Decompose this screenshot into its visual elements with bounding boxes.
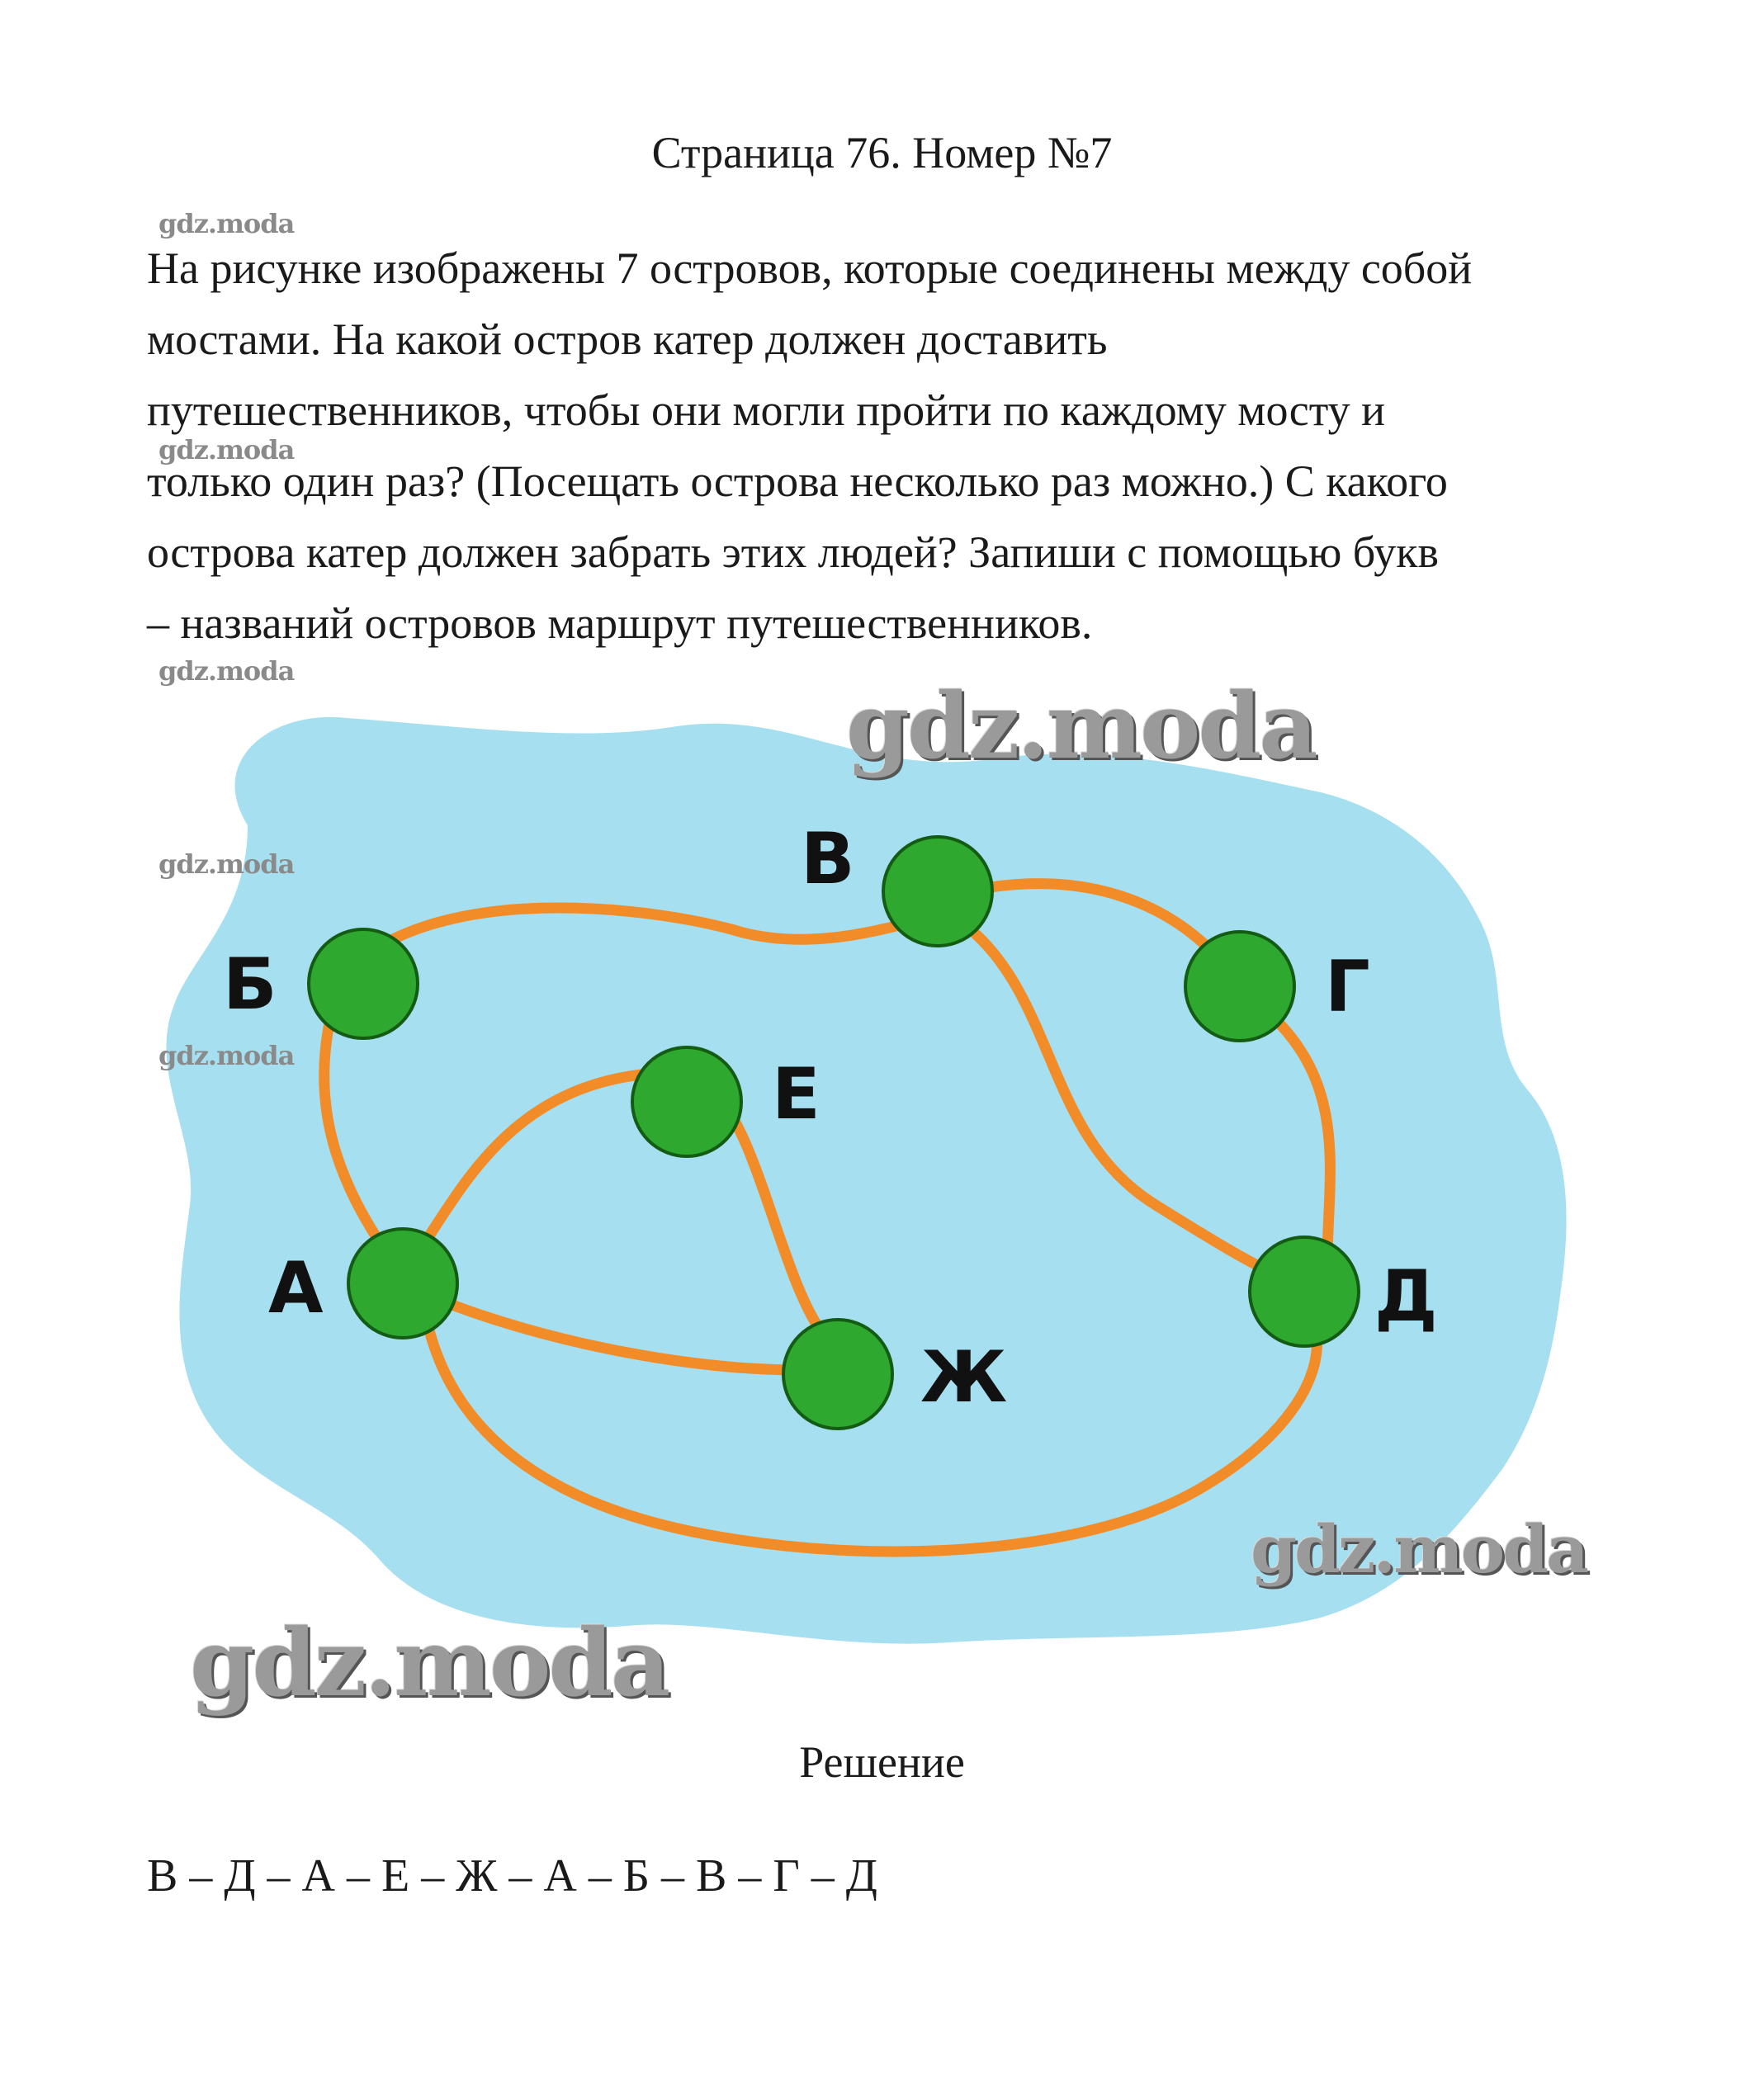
island-label-v: В xyxy=(801,818,855,900)
island-label-e: Е xyxy=(772,1053,821,1136)
island-label-g: Г xyxy=(1325,946,1370,1028)
island-a xyxy=(348,1229,457,1338)
island-g xyxy=(1185,932,1294,1041)
island-e xyxy=(632,1047,741,1156)
watermark: gdz.moda xyxy=(158,1040,295,1071)
island-label-zh: Ж xyxy=(920,1336,1008,1419)
island-label-a: А xyxy=(268,1247,324,1330)
island-v xyxy=(883,837,992,946)
water-area xyxy=(167,717,1567,1644)
solution-heading: Решение xyxy=(799,1737,965,1787)
watermark-large: gdz.moda xyxy=(846,673,1316,779)
watermark: gdz.moda xyxy=(158,208,295,239)
problem-line: На рисунке изображены 7 островов, которые соединены между собой xyxy=(147,243,1473,293)
problem-line: – названий островов маршрут путешественников. xyxy=(147,598,1093,648)
island-label-b: Б xyxy=(223,943,277,1026)
watermark: gdz.moda xyxy=(158,848,295,880)
problem-line: путешественников, чтобы они могли пройти по каждому мосту и xyxy=(147,385,1386,435)
island-b xyxy=(309,929,418,1038)
watermark: gdz.moda xyxy=(158,434,295,465)
island-d xyxy=(1250,1237,1359,1346)
island-label-d: Д xyxy=(1374,1255,1438,1338)
watermark: gdz.moda xyxy=(158,655,295,687)
island-zh xyxy=(783,1320,892,1429)
problem-line: только один раз? (Посещать острова несколько раз можно.) С какого xyxy=(147,456,1448,506)
problem-line: мостами. На какой остров катер должен доставить xyxy=(147,314,1108,364)
watermark-large: gdz.moda xyxy=(190,1609,669,1717)
problem-line: острова катер должен забрать этих людей? Запиши с помощью букв xyxy=(147,527,1439,577)
watermark-large: gdz.moda xyxy=(1251,1510,1587,1588)
page-title: Страница 76. Номер №7 xyxy=(651,128,1113,177)
solution-route: В – Д – А – Е – Ж – А – Б – В – Г – Д xyxy=(147,1850,877,1902)
